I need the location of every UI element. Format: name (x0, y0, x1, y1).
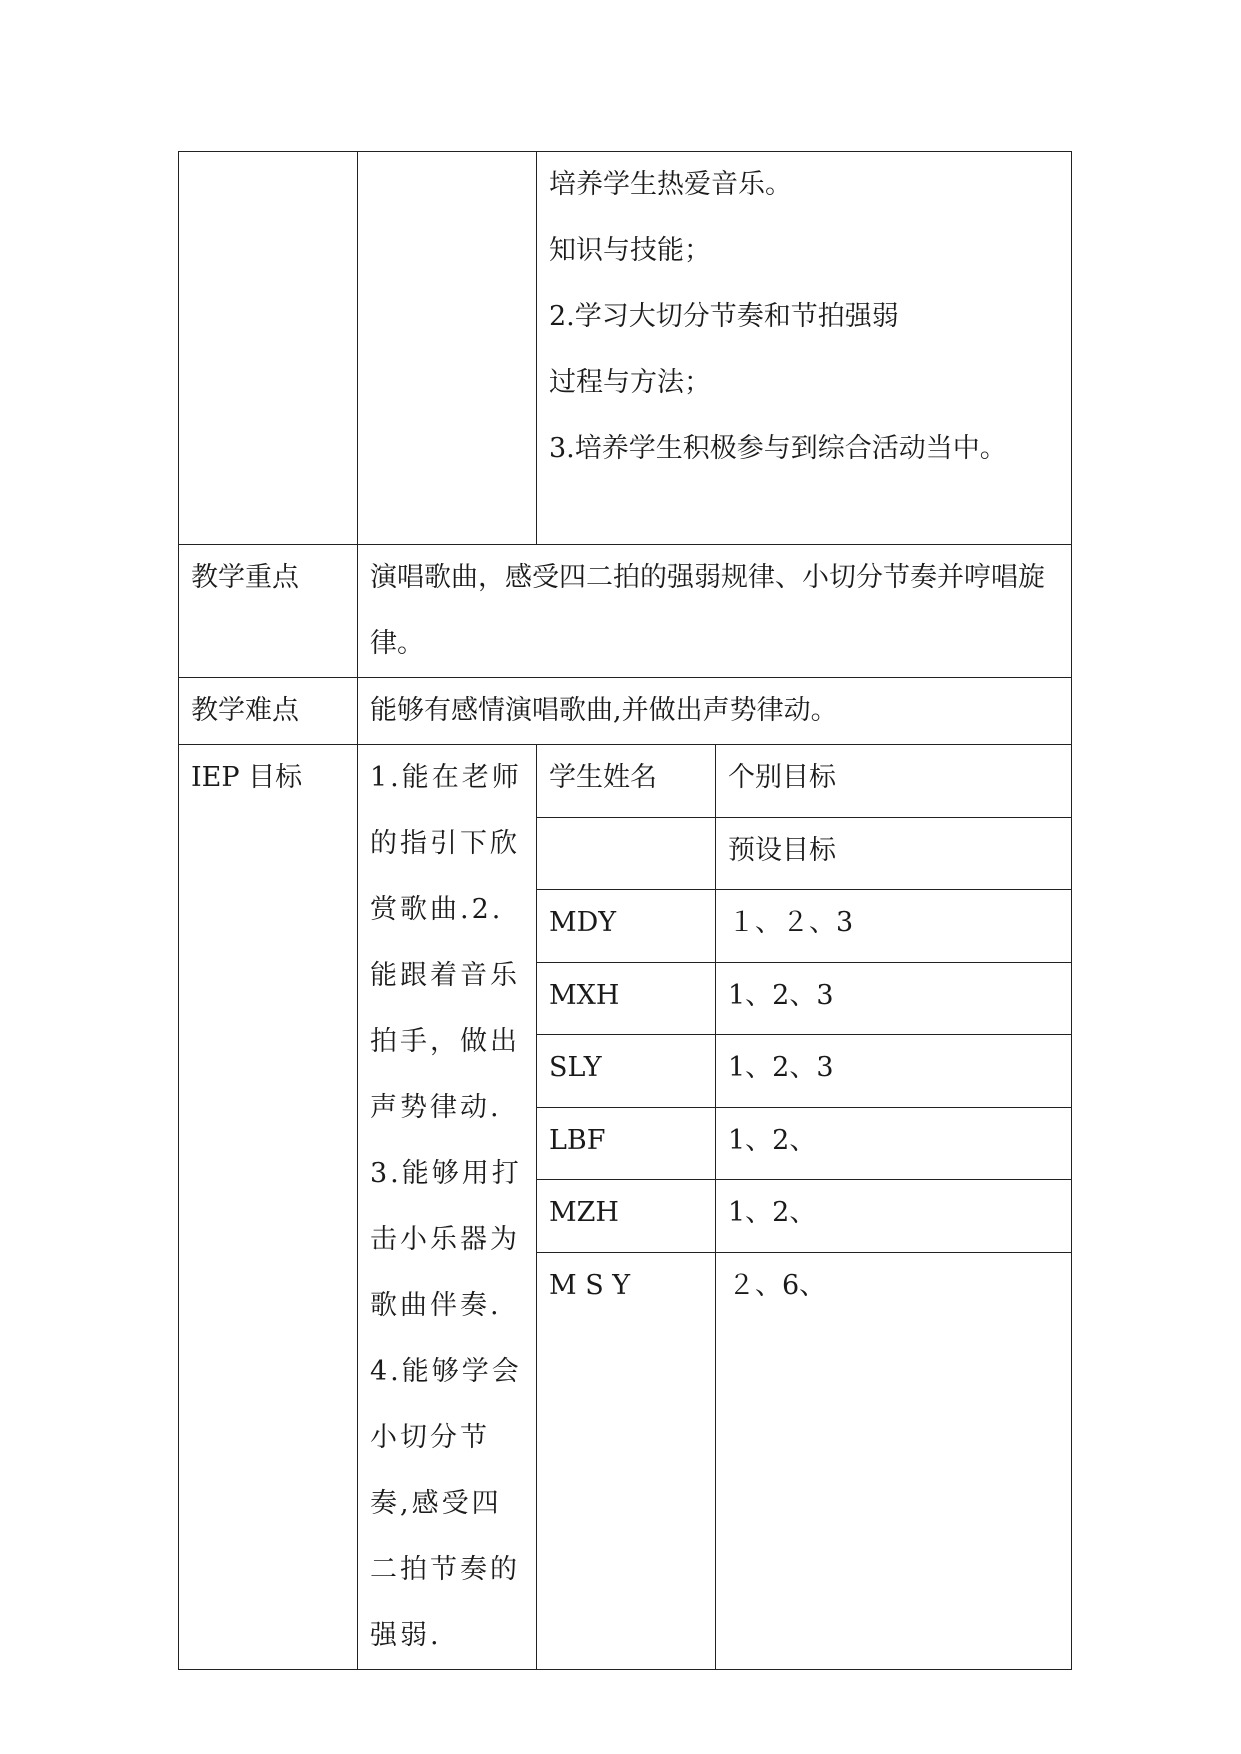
objectives-cell (537, 152, 1072, 545)
objective-line: 过程与方法； (549, 367, 711, 398)
student-name: MXH (537, 962, 716, 1035)
objectives-row (179, 152, 1072, 545)
objective-line: 2.学习大切分节奏和节拍强弱 (549, 301, 899, 332)
student-targets: １、２、3 (716, 890, 1072, 963)
student-name: M S Y (537, 1252, 716, 1669)
iep-label: IEP 目标 (179, 745, 358, 1670)
preset-name-cell (537, 817, 716, 890)
difficulties-text: 能够有感情演唱歌曲,并做出声势律动。 (358, 678, 1072, 745)
student-targets: 1、2、 (716, 1180, 1072, 1253)
individual-target-header: 个别目标 (716, 745, 1072, 818)
key-points-text: 演唱歌曲，感受四二拍的强弱规律、小切分节奏并哼唱旋律。 (358, 545, 1072, 678)
student-targets: 1、2、3 (716, 1035, 1072, 1108)
key-points-label: 教学重点 (179, 545, 358, 678)
iep-goals: 1.能在老师的指引下欣赏歌曲.2.能跟着音乐拍手，做出声势律动.3.能够用打击小乐器为歌曲伴奏.4.能够学会小切分节奏,感受四二拍节奏的强弱. (358, 745, 537, 1670)
difficulties-row (179, 678, 1072, 745)
student-targets: 1、2、3 (716, 962, 1072, 1035)
student-name: MDY (537, 890, 716, 963)
objective-line: 知识与技能； (549, 235, 711, 266)
iep-header-row (179, 745, 1072, 818)
student-targets: 1、2、 (716, 1107, 1072, 1180)
student-name: MZH (537, 1180, 716, 1253)
difficulties-label: 教学难点 (179, 678, 358, 745)
preset-target-cell: 预设目标 (716, 817, 1072, 890)
student-name-header: 学生姓名 (537, 745, 716, 818)
empty-sublabel-cell (358, 152, 537, 545)
objective-line: 培养学生热爱音乐。 (549, 169, 792, 200)
objective-line: 3.培养学生积极参与到综合活动当中。 (549, 433, 1007, 464)
student-name: SLY (537, 1035, 716, 1108)
lesson-plan-table (178, 151, 1072, 1670)
key-points-row (179, 545, 1072, 678)
empty-label-cell (179, 152, 358, 545)
student-name: LBF (537, 1107, 716, 1180)
student-targets: ２、6、 (716, 1252, 1072, 1669)
